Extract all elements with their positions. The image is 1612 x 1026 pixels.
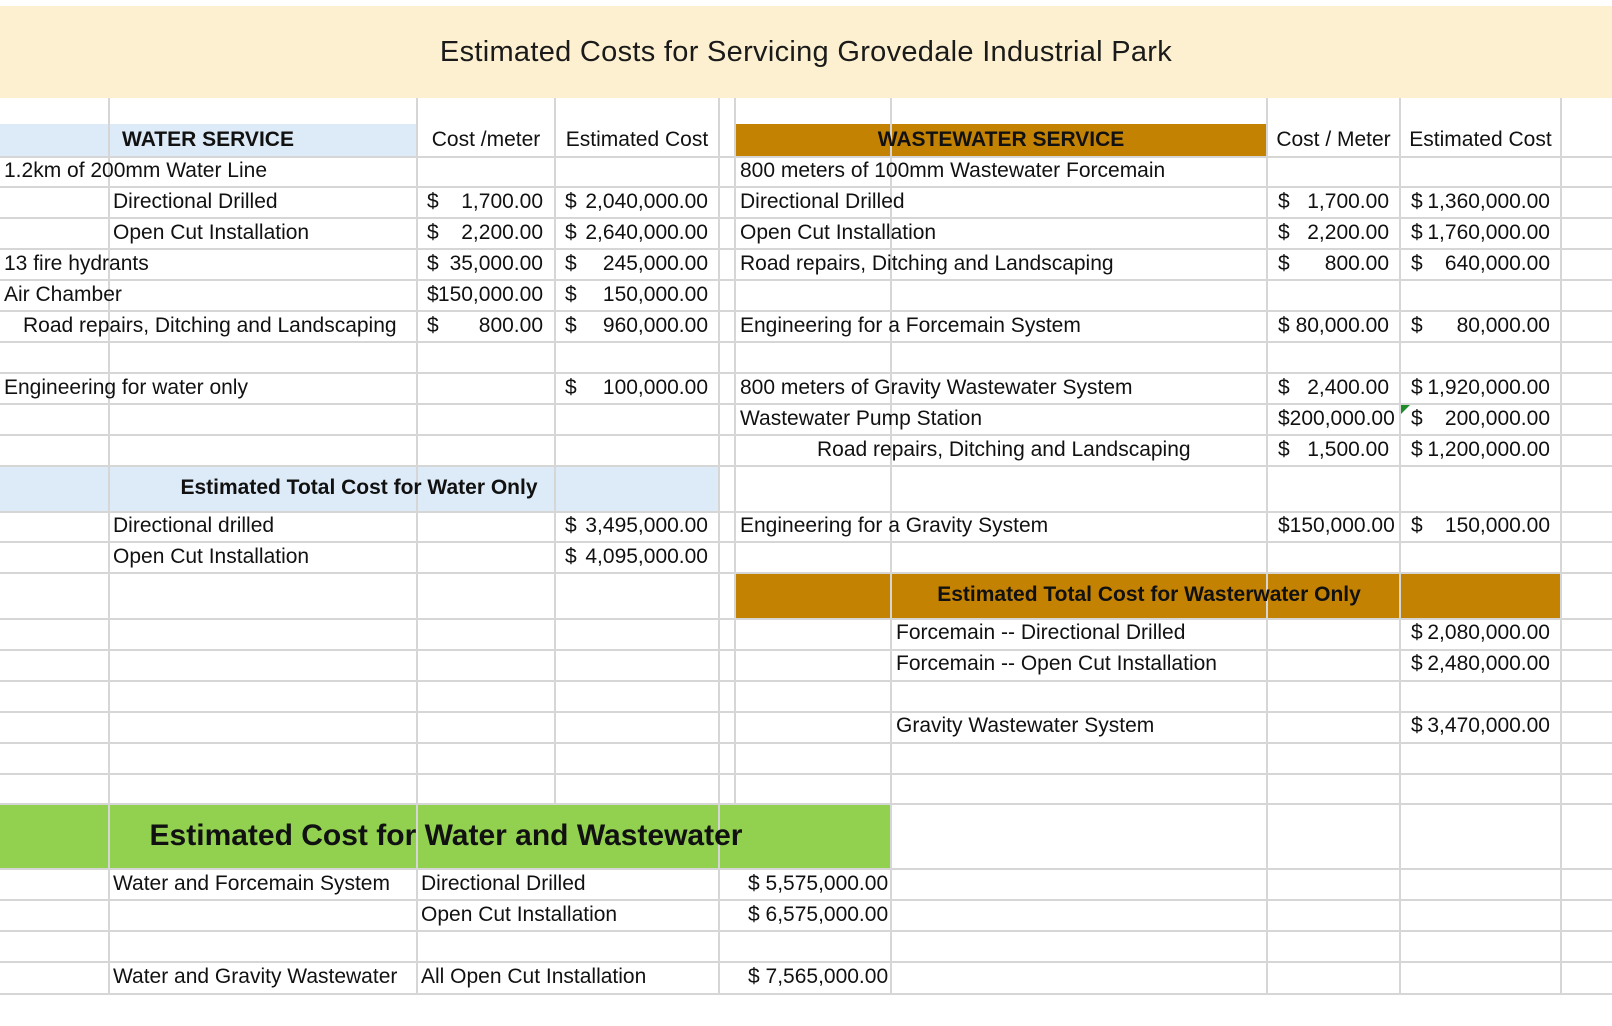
grid-line [0, 572, 1612, 574]
wastewater-gravity-rate: $ 2,400.00 [1278, 376, 1389, 399]
wastewater-pump-rate: $200,000.00 [1278, 407, 1395, 430]
water-total-opencut-label: Open Cut Installation [113, 545, 310, 568]
wastewater-road-label: Road repairs, Ditching and Landscaping [740, 252, 1114, 275]
wastewater-pump-cost: $ 200,000.00 [1411, 407, 1550, 430]
combined-row3-label: Water and Gravity Wastewater [113, 965, 398, 988]
comment-indicator-icon [1401, 405, 1410, 414]
wastewater-eng-forcemain-cost: $ 80,000.00 [1411, 314, 1550, 337]
wastewater-gravity-cost: $ 1,920,000.00 [1411, 376, 1550, 399]
grid-line [0, 773, 1612, 775]
grid-line [0, 618, 1612, 620]
wastewater-cost-per-meter-header: Cost / Meter [1276, 128, 1391, 151]
grid-line [1560, 98, 1562, 994]
combined-row2-cost: $ 6,575,000.00 [748, 903, 889, 926]
page-title: Estimated Costs for Servicing Grovedale Industrial Park [0, 6, 1612, 98]
water-road-label: Road repairs, Ditching and Landscaping [23, 314, 397, 337]
combined-row2-method: Open Cut Installation [421, 903, 618, 926]
combined-row3-cost: $ 7,565,000.00 [748, 965, 889, 988]
water-engineering-cost: $ 100,000.00 [565, 376, 708, 399]
water-engineering-label: Engineering for water only [4, 376, 248, 399]
wastewater-eng-gravity-rate: $150,000.00 [1278, 514, 1395, 537]
wastewater-directional-cost: $ 1,360,000.00 [1411, 190, 1550, 213]
wastewater-total-header: Estimated Total Cost for Wasterwater Only [937, 583, 1361, 606]
water-service-header: WATER SERVICE [122, 128, 294, 151]
wastewater-opencut-label: Open Cut Installation [740, 221, 937, 244]
water-directional-label: Directional Drilled [113, 190, 278, 213]
grid-line [1266, 98, 1268, 994]
water-total-directional-cost: $ 3,495,000.00 [565, 514, 708, 537]
wastewater-gravity-label: 800 meters of Gravity Wastewater System [740, 376, 1133, 399]
water-line-label: 1.2km of 200mm Water Line [4, 159, 267, 182]
water-road-cost: $ 960,000.00 [565, 314, 708, 337]
water-air-chamber-label: Air Chamber [4, 283, 122, 306]
wastewater-estimated-cost-header: Estimated Cost [1409, 128, 1552, 151]
wastewater-opencut-cost: $ 1,760,000.00 [1411, 221, 1550, 244]
grid-line [0, 465, 1612, 467]
water-total-directional-label: Directional drilled [113, 514, 275, 537]
water-opencut-rate: $ 2,200.00 [427, 221, 543, 244]
combined-row3-method: All Open Cut Installation [421, 965, 647, 988]
wastewater-total-foc-cost: $ 2,480,000.00 [1411, 652, 1550, 675]
grid-line [734, 98, 736, 804]
wastewater-eng-forcemain-rate: $ 80,000.00 [1278, 314, 1389, 337]
water-hydrants-rate: $ 35,000.00 [427, 252, 543, 275]
water-road-rate: $ 800.00 [427, 314, 543, 337]
grid-line [554, 98, 556, 804]
wastewater-service-header: WASTEWATER SERVICE [877, 128, 1125, 151]
combined-row1-method: Directional Drilled [421, 872, 586, 895]
wastewater-road-cost: $ 640,000.00 [1411, 252, 1550, 275]
water-directional-cost: $ 2,040,000.00 [565, 190, 708, 213]
combined-header: Estimated Cost for Water and Wastewater [149, 819, 743, 852]
water-total-header: Estimated Total Cost for Water Only [180, 476, 538, 499]
wastewater-road-rate: $ 800.00 [1278, 252, 1389, 275]
water-opencut-label: Open Cut Installation [113, 221, 310, 244]
water-opencut-cost: $ 2,640,000.00 [565, 221, 708, 244]
wastewater-eng-gravity-cost: $ 150,000.00 [1411, 514, 1550, 537]
wastewater-road2-label: Road repairs, Ditching and Landscaping [817, 438, 1191, 461]
wastewater-total-fdd-cost: $ 2,080,000.00 [1411, 621, 1550, 644]
water-hydrants-label: 13 fire hydrants [4, 252, 149, 275]
wastewater-forcemain-label: 800 meters of 100mm Wastewater Forcemain [740, 159, 1166, 182]
wastewater-pump-label: Wastewater Pump Station [740, 407, 982, 430]
wastewater-opencut-rate: $ 2,200.00 [1278, 221, 1389, 244]
water-directional-rate: $ 1,700.00 [427, 190, 543, 213]
wastewater-road2-rate: $ 1,500.00 [1278, 438, 1389, 461]
grid-line [0, 930, 1612, 932]
combined-row1-cost: $ 5,575,000.00 [748, 872, 889, 895]
wastewater-directional-label: Directional Drilled [740, 190, 905, 213]
water-cost-per-meter-header: Cost /meter [431, 128, 541, 151]
water-total-opencut-cost: $ 4,095,000.00 [565, 545, 708, 568]
wastewater-total-gravity-cost: $ 3,470,000.00 [1411, 714, 1550, 737]
grid-line [0, 279, 1612, 281]
wastewater-total-fdd-label: Forcemain -- Directional Drilled [896, 621, 1186, 644]
grid-line [0, 711, 1612, 713]
water-air-chamber-rate: $ 150,000.00 [427, 283, 543, 306]
grid-line [0, 649, 1612, 651]
wastewater-directional-rate: $ 1,700.00 [1278, 190, 1389, 213]
water-air-chamber-cost: $ 150,000.00 [565, 283, 708, 306]
wastewater-eng-gravity-label: Engineering for a Gravity System [740, 514, 1049, 537]
water-estimated-cost-header: Estimated Cost [565, 128, 709, 151]
grid-line [0, 680, 1612, 682]
combined-row1-label: Water and Forcemain System [113, 872, 390, 895]
grid-line [0, 742, 1612, 744]
wastewater-total-gravity-label: Gravity Wastewater System [896, 714, 1155, 737]
grid-line [0, 341, 1612, 343]
water-hydrants-cost: $ 245,000.00 [565, 252, 708, 275]
wastewater-eng-forcemain-label: Engineering for a Forcemain System [740, 314, 1081, 337]
grid-line [1399, 98, 1401, 994]
wastewater-total-foc-label: Forcemain -- Open Cut Installation [896, 652, 1217, 675]
wastewater-road2-cost: $ 1,200,000.00 [1411, 438, 1550, 461]
grid-line [0, 993, 1612, 995]
